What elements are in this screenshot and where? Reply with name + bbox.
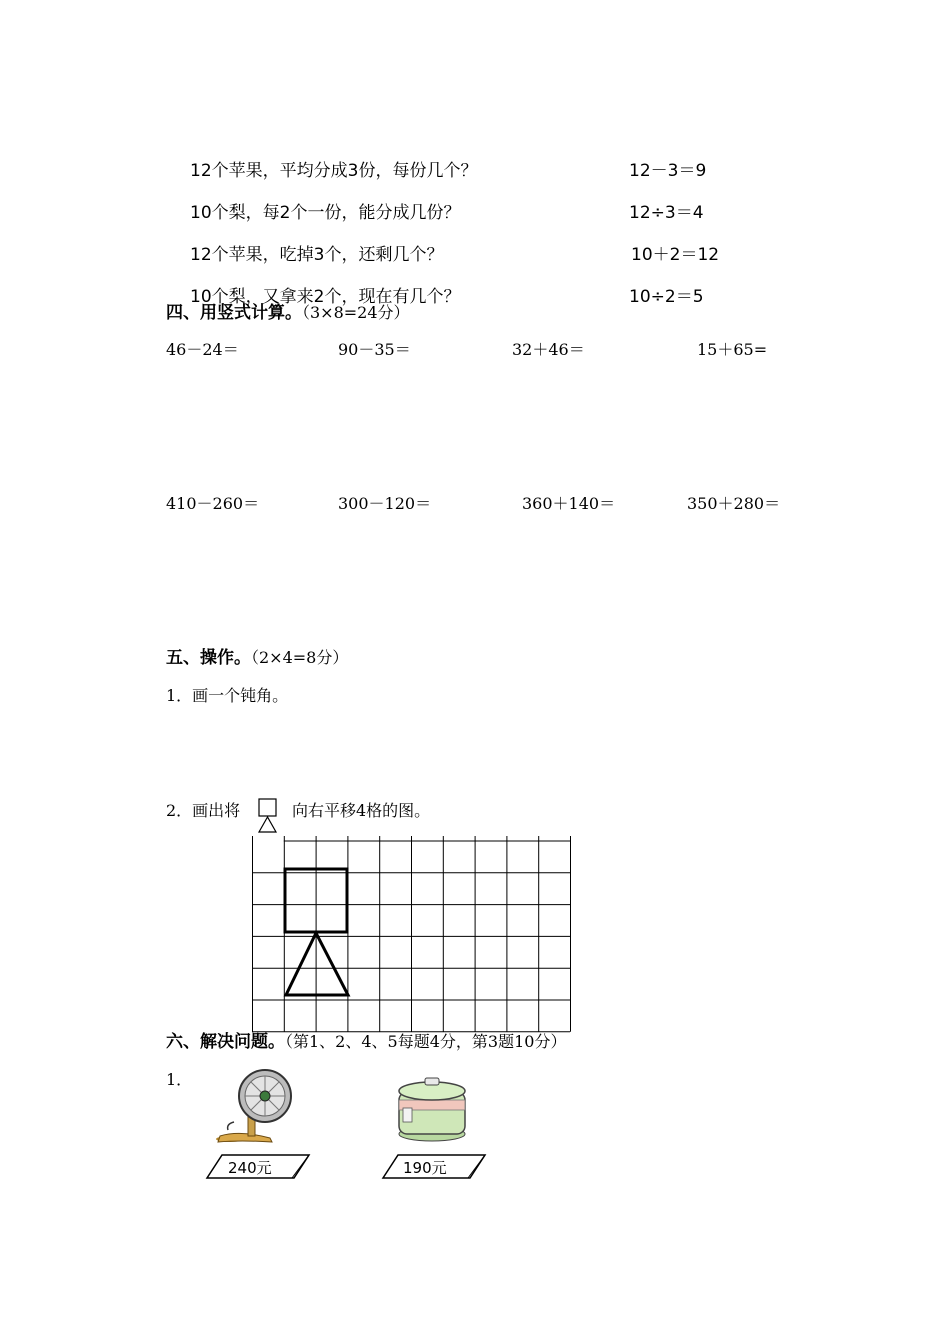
calc-5: 410－260＝ (166, 494, 260, 513)
matching-left-3: 12个苹果，吃掉3个，还剩几个？ (190, 245, 444, 265)
matching-right-2: 12÷3＝4 (629, 203, 704, 223)
calc-2: 90－35＝ (338, 340, 411, 359)
section5-title: 五、操作。 (166, 648, 251, 668)
matching-left-4: 10个梨，又拿来2个，现在有几个？ (190, 287, 461, 307)
section4-note: （3×8=24分） (302, 303, 410, 322)
section6-note: （第1、2、4、5每题4分，第3题10分） (285, 1032, 567, 1051)
matching-right-4: 10÷2＝5 (629, 287, 704, 307)
cooker-price: 190元 (403, 1159, 447, 1177)
section5-q2-prefix: 2．画出将 (166, 801, 241, 820)
calc-3: 32＋46＝ (512, 340, 585, 359)
section5-note: （2×4=8分） (251, 648, 349, 667)
translation-grid (252, 836, 572, 1028)
calc-6: 300－120＝ (338, 494, 432, 513)
house-shape-icon (256, 798, 280, 834)
section5-heading (166, 643, 348, 668)
matching-right-1: 12－3＝9 (629, 161, 707, 181)
section5-q1: 1．画一个钝角。 (166, 686, 289, 705)
matching-right-3: 10＋2＝12 (631, 245, 720, 265)
section6-heading (166, 1027, 566, 1052)
calc-4: 15＋65= (697, 340, 768, 359)
calc-1: 46－24＝ (166, 340, 239, 359)
matching-left-2: 10个梨，每2个一份，能分成几份？ (190, 203, 461, 223)
calc-7: 360＋140＝ (522, 494, 616, 513)
electric-fan-icon (210, 1066, 290, 1144)
section6-title: 六、解决问题。 (166, 1032, 285, 1052)
grid-triangle-shape (286, 933, 348, 995)
fan-price: 240元 (228, 1159, 272, 1177)
rice-cooker-icon (394, 1074, 470, 1142)
section6-q1-number: 1． (166, 1070, 193, 1089)
section5-q2-suffix: 向右平移4格的图。 (292, 801, 431, 820)
matching-left-1: 12个苹果，平均分成3份，每份几个？ (190, 161, 478, 181)
section4-title: 四、用竖式计算。 (166, 303, 302, 323)
calc-8: 350＋280＝ (687, 494, 781, 513)
section4-heading (166, 298, 410, 323)
